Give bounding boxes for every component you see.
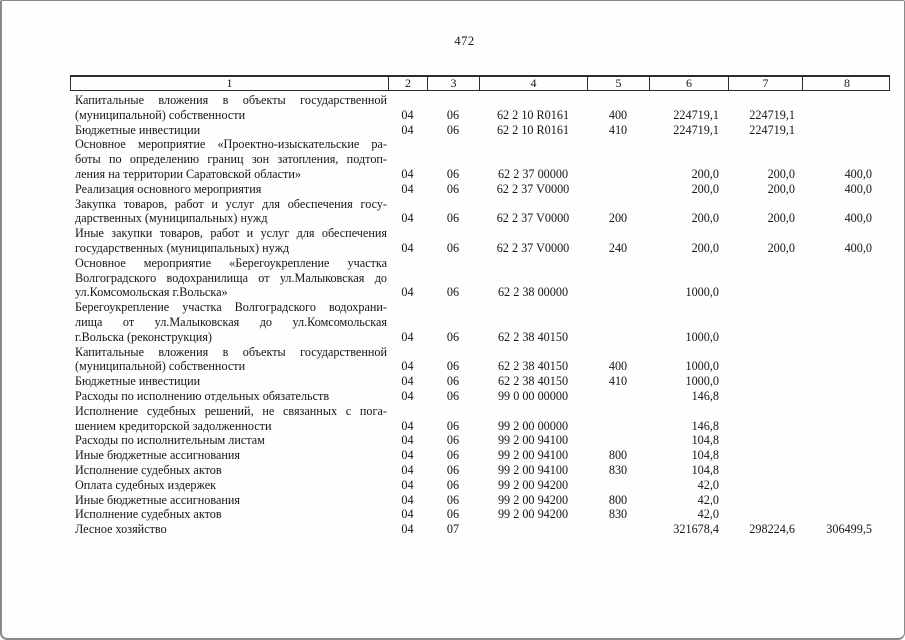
cell-col4: 99 2 00 00000 — [497, 418, 569, 433]
cell-col2: 04 — [401, 285, 414, 300]
cell-col2: 04 — [401, 522, 414, 537]
cell-col5: 400 — [608, 359, 628, 374]
cell-col3: 06 — [446, 122, 460, 137]
cell-col4: 62 2 38 40150 — [497, 359, 569, 374]
cell-col4: 62 2 37 V0000 — [496, 211, 570, 226]
cell-name: Оплата судебных издержек — [75, 477, 217, 492]
table-row — [70, 448, 890, 463]
cell-col7: 200,0 — [767, 240, 795, 255]
cell-col2: 04 — [401, 433, 414, 448]
cell-col2: 04 — [401, 374, 414, 389]
cell-col3: 06 — [446, 107, 460, 122]
table-row — [70, 93, 890, 123]
cell-col6: 200,0 — [691, 166, 719, 181]
cell-col7: 224719,1 — [749, 107, 795, 122]
cell-col5: 800 — [608, 492, 628, 507]
cell-col7: 224719,1 — [749, 122, 795, 137]
cell-col4: 62 2 37 V0000 — [496, 181, 570, 196]
cell-col6: 200,0 — [691, 181, 719, 196]
cell-col5: 410 — [608, 122, 628, 137]
column-header-4: 4 — [480, 77, 588, 90]
cell-col6: 104,8 — [691, 448, 719, 463]
cell-col4: 62 2 38 40150 — [497, 329, 569, 344]
cell-col2: 04 — [401, 418, 414, 433]
cell-col5: 800 — [608, 448, 628, 463]
cell-col5: 200 — [608, 211, 628, 226]
cell-col6: 224719,1 — [673, 107, 719, 122]
table-row — [70, 226, 890, 256]
cell-col6: 1000,0 — [685, 329, 719, 344]
cell-col5: 830 — [608, 507, 628, 522]
cell-col2: 04 — [401, 329, 414, 344]
cell-col4: 99 2 00 94100 — [497, 462, 569, 477]
cell-col2: 04 — [401, 492, 414, 507]
cell-col4: 99 2 00 94200 — [497, 492, 569, 507]
cell-name: Расходы по исполнительным листам — [75, 433, 265, 448]
cell-col6: 200,0 — [691, 240, 719, 255]
cell-name: Основное мероприятие «Проектно-изыскательские ра- боты по определению границ зон затопления, подтоп- ления на территории Саратовской области» — [75, 137, 387, 181]
cell-col4: 62 2 10 R0161 — [496, 122, 570, 137]
cell-col3: 06 — [446, 418, 460, 433]
cell-name: Расходы по исполнению отдельных обязательств — [75, 388, 330, 403]
table-row — [70, 137, 890, 181]
column-header-2: 2 — [389, 77, 428, 90]
cell-col4: 99 2 00 94200 — [497, 507, 569, 522]
cell-col6: 200,0 — [691, 211, 719, 226]
cell-col8: 400,0 — [844, 211, 872, 226]
page-number: 472 — [454, 34, 475, 48]
cell-col3: 06 — [446, 448, 460, 463]
table-row — [70, 300, 890, 344]
table-row — [70, 493, 890, 508]
cell-col7: 200,0 — [767, 211, 795, 226]
cell-name: Закупка товаров, работ и услуг для обеспечения госу- дарственных (муниципальных) нужд — [75, 196, 387, 226]
cell-col6: 1000,0 — [685, 285, 719, 300]
cell-col6: 321678,4 — [673, 522, 719, 537]
cell-col4: 62 2 37 V0000 — [496, 240, 570, 255]
table-row — [70, 522, 890, 537]
cell-col3: 06 — [446, 492, 460, 507]
cell-col3: 06 — [446, 285, 460, 300]
cell-name: Исполнение судебных актов — [75, 462, 222, 477]
cell-col6: 146,8 — [691, 388, 719, 403]
cell-col4: 99 2 00 94200 — [497, 477, 569, 492]
cell-col3: 06 — [446, 329, 460, 344]
cell-col6: 42,0 — [697, 492, 719, 507]
cell-col3: 06 — [446, 433, 460, 448]
cell-name: Капитальные вложения в объекты государственной (муниципальной) собственности — [75, 93, 387, 122]
cell-col5: 240 — [608, 240, 628, 255]
cell-col4: 99 2 00 94100 — [497, 433, 569, 448]
cell-name: Капитальные вложения в объекты государственной (муниципальной) собственности — [75, 344, 387, 374]
cell-name: Бюджетные инвестиции — [75, 122, 201, 137]
cell-col2: 04 — [401, 477, 414, 492]
cell-col7: 200,0 — [767, 181, 795, 196]
cell-name: Исполнение судебных решений, не связанных с пога- шением кредиторской задолженности — [75, 403, 387, 433]
column-header-1: 1 — [71, 77, 389, 90]
cell-name: Берегоукрепление участка Волгоградского водохрани- лища от ул.Малыковская до ул.Комсомольская г.Вольска (реконструкция) — [75, 300, 387, 344]
cell-col3: 06 — [446, 462, 460, 477]
cell-col6: 42,0 — [697, 477, 719, 492]
cell-col2: 04 — [401, 388, 414, 403]
table-row — [70, 389, 890, 404]
cell-col8: 306499,5 — [826, 522, 872, 537]
table-row — [70, 374, 890, 389]
table-row — [70, 433, 890, 448]
table-row — [70, 478, 890, 493]
cell-col3: 06 — [446, 507, 460, 522]
cell-col6: 42,0 — [697, 507, 719, 522]
table-row — [70, 197, 890, 227]
cell-col7: 298224,6 — [749, 522, 795, 537]
cell-col5: 400 — [608, 107, 628, 122]
cell-col2: 04 — [401, 462, 414, 477]
cell-col3: 06 — [446, 388, 460, 403]
cell-col6: 146,8 — [691, 418, 719, 433]
column-header-5: 5 — [588, 77, 650, 90]
cell-col6: 104,8 — [691, 462, 719, 477]
budget-table — [70, 75, 890, 537]
cell-col2: 04 — [401, 107, 414, 122]
table-header-row — [70, 75, 890, 91]
cell-col2: 04 — [401, 240, 414, 255]
cell-col4: 62 2 38 00000 — [497, 285, 569, 300]
cell-col4: 62 2 37 00000 — [497, 166, 569, 181]
cell-col3: 06 — [446, 211, 460, 226]
cell-col6: 224719,1 — [673, 122, 719, 137]
cell-col3: 06 — [446, 240, 460, 255]
cell-col2: 04 — [401, 211, 414, 226]
cell-col3: 06 — [446, 166, 460, 181]
cell-col2: 04 — [401, 507, 414, 522]
cell-col8: 400,0 — [844, 166, 872, 181]
cell-col8: 400,0 — [844, 181, 872, 196]
cell-col6: 1000,0 — [685, 359, 719, 374]
column-header-7: 7 — [729, 77, 803, 90]
cell-col8: 400,0 — [844, 240, 872, 255]
table-row — [70, 256, 890, 300]
cell-col2: 04 — [401, 359, 414, 374]
cell-col5: 830 — [608, 462, 628, 477]
cell-col7: 200,0 — [767, 166, 795, 181]
column-header-8: 8 — [844, 77, 850, 90]
cell-col4: 99 0 00 00000 — [497, 388, 569, 403]
cell-col6: 1000,0 — [685, 374, 719, 389]
cell-col3: 06 — [446, 477, 460, 492]
cell-col3: 06 — [446, 181, 460, 196]
cell-col2: 04 — [401, 166, 414, 181]
table-row — [70, 123, 890, 138]
cell-name: Иные закупки товаров, работ и услуг для обеспечения государственных (муниципальных) нужд — [75, 226, 387, 255]
cell-col3: 06 — [446, 374, 460, 389]
table-row — [70, 404, 890, 434]
cell-name: Основное мероприятие «Берегоукрепление участка Волгоградского водохранилища от ул.Малыковская до ул.Комсомольская г.Вольска» — [75, 255, 387, 300]
cell-name: Лесное хозяйство — [75, 522, 167, 537]
cell-col4: 62 2 10 R0161 — [496, 107, 570, 122]
cell-col6: 104,8 — [691, 433, 719, 448]
table-body — [70, 93, 890, 537]
cell-name: Реализация основного мероприятия — [75, 181, 262, 196]
cell-col2: 04 — [401, 122, 414, 137]
cell-name: Иные бюджетные ассигнования — [75, 448, 241, 463]
cell-col5: 410 — [608, 374, 628, 389]
table-row — [70, 182, 890, 197]
table-row — [70, 463, 890, 478]
cell-col4: 62 2 38 40150 — [497, 374, 569, 389]
cell-name: Иные бюджетные ассигнования — [75, 492, 241, 507]
cell-col3: 06 — [446, 359, 460, 374]
table-row — [70, 507, 890, 522]
column-header-6: 6 — [650, 77, 729, 90]
column-header-3: 3 — [428, 77, 480, 90]
cell-col3: 07 — [446, 522, 460, 537]
table-row — [70, 345, 890, 375]
cell-name: Исполнение судебных актов — [75, 507, 222, 522]
cell-col4: 99 2 00 94100 — [497, 448, 569, 463]
cell-name: Бюджетные инвестиции — [75, 374, 201, 389]
cell-col2: 04 — [401, 448, 414, 463]
cell-col2: 04 — [401, 181, 414, 196]
